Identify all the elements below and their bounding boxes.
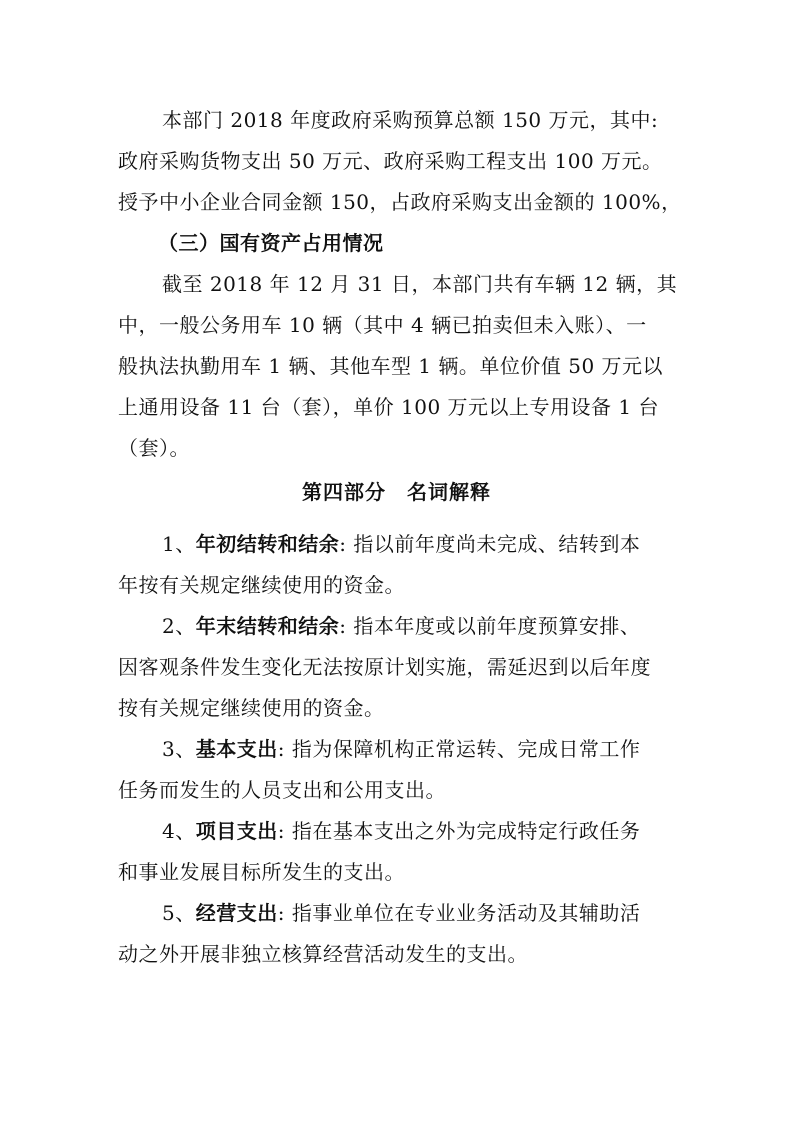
term-name: 年末结转和结余 [195,614,340,638]
term-definition: 指为保障机构正常运转、完成日常工作 [291,737,641,761]
assets-line-3: 般执法执勤用车 1 辆、其他车型 1 辆。单位价值 50 万元以 [118,354,664,378]
term-name: 项目支出 [195,819,278,843]
part4-title: 第四部分 名词解释 [302,480,491,504]
term-5-first-line [162,898,640,928]
term-colon: : [339,614,347,638]
assets-heading: （三）国有资产占用情况 [158,231,384,255]
procurement-line-3: 授予中小企业合同金额 150，占政府采购支出金额的 100%， [118,190,682,214]
term-definition: 指在基本支出之外为完成特定行政任务 [291,819,641,843]
term-2-first-line [162,611,640,641]
term-4-line-2: 和事业发展目标所发生的支出。 [118,860,405,884]
term-4-first-line [162,816,640,846]
term-2-line-2: 因客观条件发生变化无法按原计划实施，需延迟到以后年度 [118,655,651,679]
term-colon: : [339,532,347,556]
assets-line-4: 上通用设备 11 台（套），单价 100 万元以上专用设备 1 台 [118,395,659,419]
term-number: 5、 [162,901,196,925]
term-colon: : [277,819,285,843]
term-number: 1、 [162,532,196,556]
term-definition: 指事业单位在专业业务活动及其辅助活 [291,901,641,925]
term-name: 基本支出 [195,737,278,761]
procurement-line-2: 政府采购货物支出 50 万元、政府采购工程支出 100 万元。 [118,149,663,173]
term-colon: : [277,901,285,925]
term-number: 3、 [162,737,196,761]
term-3-first-line [162,734,640,764]
term-name: 年初结转和结余 [195,532,340,556]
term-number: 4、 [162,819,196,843]
term-number: 2、 [162,614,196,638]
term-1-first-line [162,529,640,559]
assets-line-1: 截至 2018 年 12 月 31 日，本部门共有车辆 12 辆，其 [162,272,678,296]
term-2-line-3: 按有关规定继续使用的资金。 [118,696,385,720]
term-definition: 指以前年度尚未完成、结转到本 [353,532,641,556]
procurement-line-1: 本部门 2018 年度政府采购预算总额 150 万元，其中: [162,108,659,132]
term-1-line-2: 年按有关规定继续使用的资金。 [118,573,405,597]
term-5-line-2: 动之外开展非独立核算经营活动发生的支出。 [118,942,528,966]
term-definition: 指本年度或以前年度预算安排、 [353,614,641,638]
term-colon: : [277,737,285,761]
assets-line-5: （套）。 [118,436,190,460]
assets-line-2: 中，一般公务用车 10 辆（其中 4 辆已拍卖但未入账）、一 [118,313,647,337]
term-name: 经营支出 [195,901,278,925]
term-3-line-2: 任务而发生的人员支出和公用支出。 [118,778,446,802]
